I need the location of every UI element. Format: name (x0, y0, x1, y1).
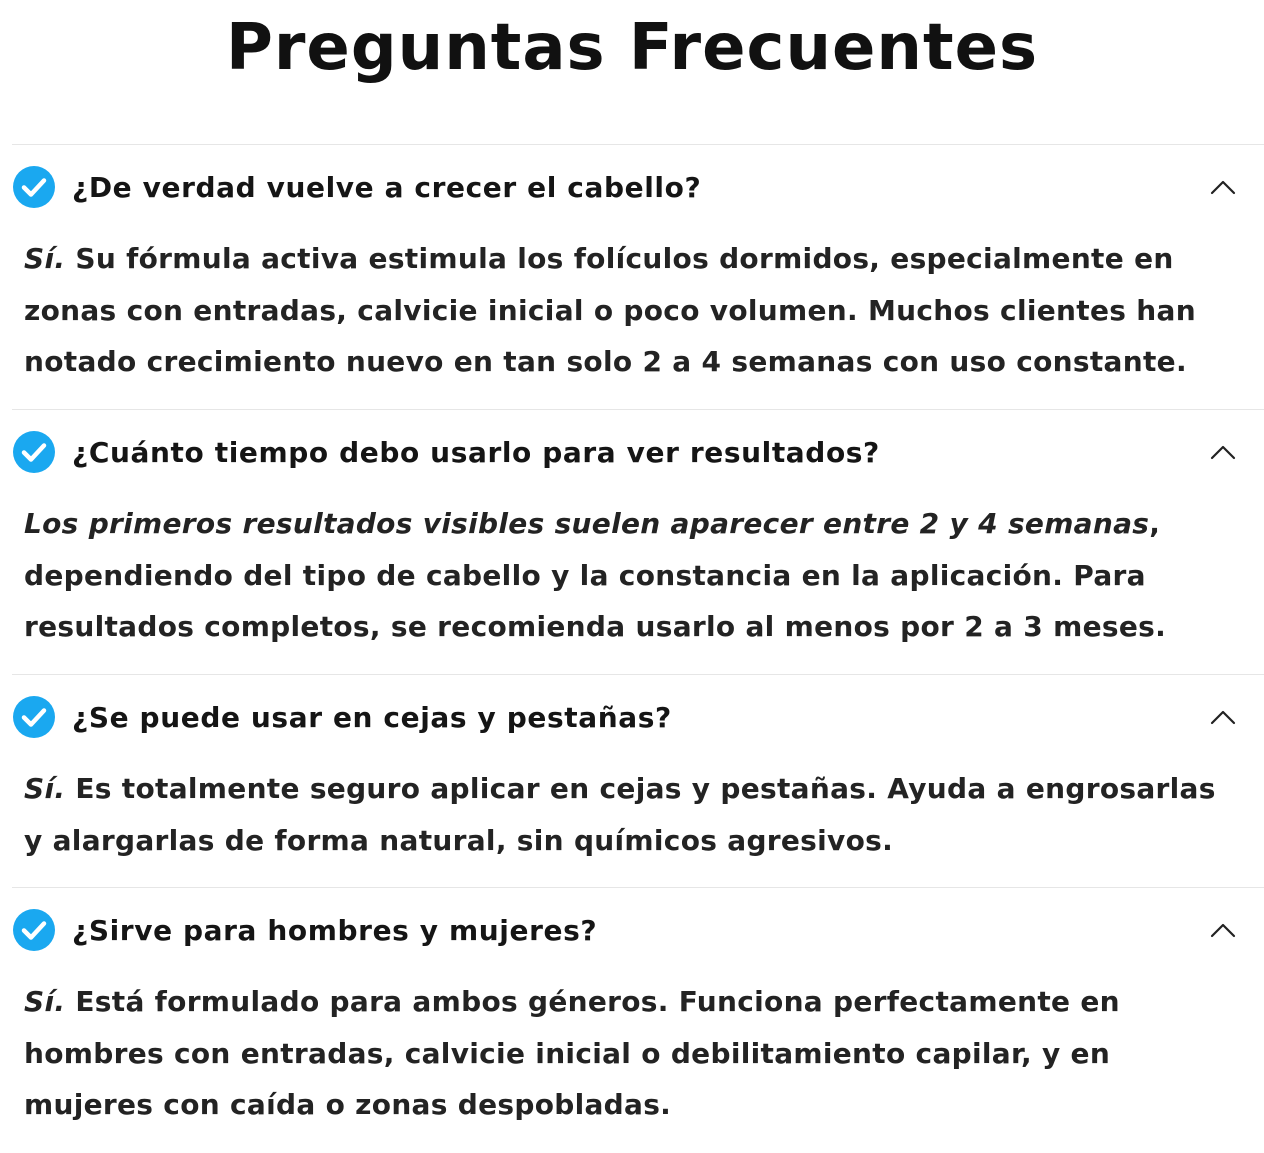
faq-question: ¿Sirve para hombres y mujeres? (72, 913, 598, 947)
faq-question-toggle[interactable] (12, 675, 1264, 759)
faq-question-toggle[interactable] (12, 410, 1264, 494)
faq-question: ¿Cuánto tiempo debo usarlo para ver resultados? (72, 435, 880, 469)
faq-answer-lead: Sí. (24, 985, 66, 1018)
faq-answer (12, 494, 1264, 674)
faq-question-toggle[interactable] (12, 888, 1264, 972)
faq-question: ¿Se puede usar en cejas y pestañas? (72, 700, 672, 734)
faq-answer (12, 229, 1264, 409)
faq-question-toggle[interactable] (12, 145, 1264, 229)
faq-answer (12, 972, 1264, 1153)
faq-answer-text: Es totalmente seguro aplicar en cejas y pestañas. Ayuda a engrosarlas y alargarlas de forma natural, sin químicos agresivos. (24, 772, 1216, 857)
faq-accordion (12, 144, 1264, 1153)
faq-item (12, 144, 1264, 409)
faq-answer-lead: Los primeros resultados visibles suelen aparecer entre 2 y 4 semanas (24, 507, 1150, 540)
chevron-up-icon[interactable] (1210, 709, 1236, 725)
faq-answer-text: , dependiendo del tipo de cabello y la constancia en la aplicación. Para resultados completos, se recomienda usarlo al menos por 2 a 3 meses. (24, 507, 1167, 643)
faq-item (12, 674, 1264, 887)
faq-answer-lead: Sí. (24, 772, 66, 805)
faq-item (12, 409, 1264, 674)
check-badge-icon (12, 430, 56, 474)
check-badge-icon (12, 695, 56, 739)
chevron-up-icon[interactable] (1210, 444, 1236, 460)
page-title: Preguntas Frecuentes (225, 11, 1039, 85)
chevron-up-icon[interactable] (1210, 922, 1236, 938)
check-badge-icon (12, 165, 56, 209)
faq-item (12, 887, 1264, 1153)
chevron-up-icon[interactable] (1210, 179, 1236, 195)
faq-answer-text: Su fórmula activa estimula los folículos dormidos, especialmente en zonas con entradas, calvicie inicial o poco volumen. Muchos clientes han notado crecimiento nuevo en tan solo 2 a 4 semanas con uso constante. (24, 242, 1196, 378)
faq-answer-text: Está formulado para ambos géneros. Funciona perfectamente en hombres con entradas, calvicie inicial o debilitamiento capilar, y en mujeres con caída o zonas despobladas. (24, 985, 1120, 1121)
faq-question: ¿De verdad vuelve a crecer el cabello? (72, 170, 702, 204)
faq-answer (12, 759, 1264, 887)
check-badge-icon (12, 908, 56, 952)
faq-answer-lead: Sí. (24, 242, 66, 275)
